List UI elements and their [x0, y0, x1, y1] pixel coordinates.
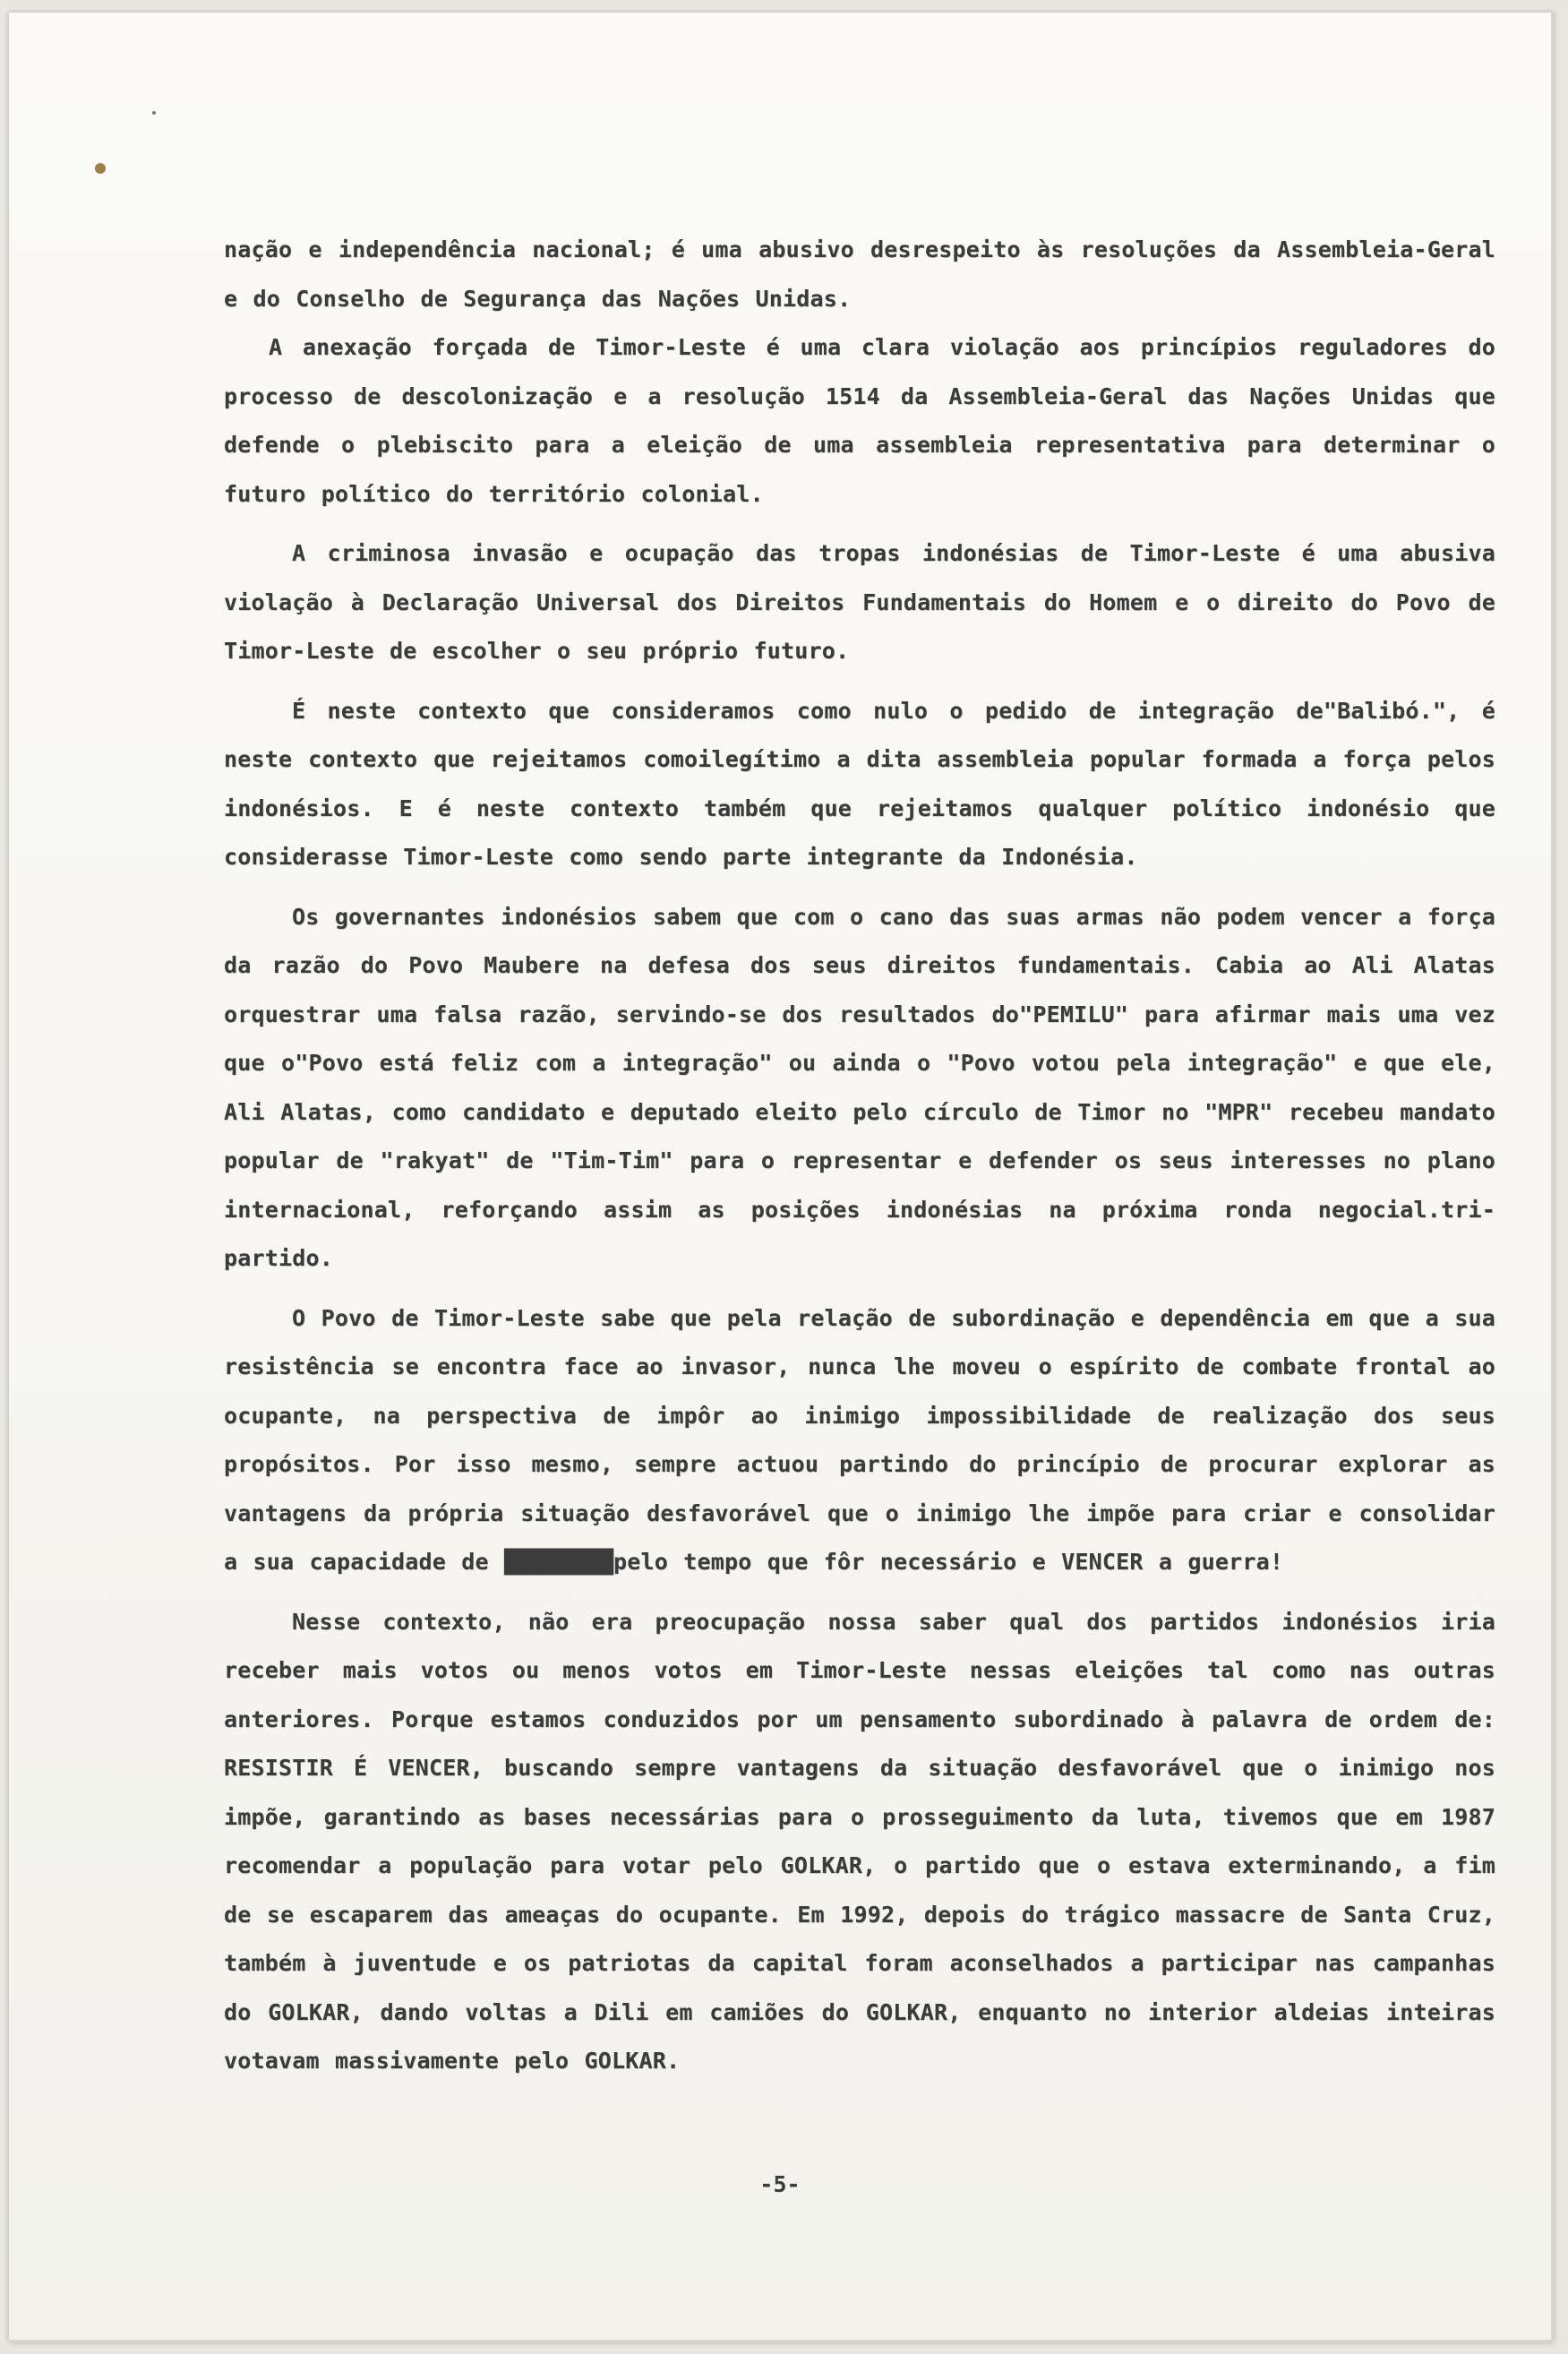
paragraph: A anexação forçada de Timor-Leste é uma clara violação aos princípios reguladores do processo de descolonização e a resolução 1514 da Assembleia-Geral das Nações Unidas que defende o plebiscito para a eleição de uma assembleia representativa para determinar o futuro político do território colonial. — [224, 334, 1495, 507]
paragraph: Os governantes indonésios sabem que com o cano das suas armas não podem vencer a força da razão do Povo Maubere na defesa dos seus direitos fundamentais. Cabia ao Ali Alatas orquestrar uma falsa razão, servindo-se dos resultados do"PEMILU" para afirmar mais uma vez que o"Povo está feliz com a integração" ou ainda o "Povo votou pela integração" e que ele, Ali Alatas, como candidato e deputado eleito pelo círculo de Timor no "MPR" recebeu mandato popular de "rakyat" de "Tim-Tim" para o representar e defender os seus interesses no plano internacional, reforçando assim as posições indonésias na próxima ronda negocial.tri-partido. — [224, 903, 1495, 1271]
paragraph: É neste contexto que consideramos como nulo o pedido de integração de"Balibó.", é neste contexto que rejeitamos comoilegítimo a dita assembleia popular formada a força pelos indonésios. E é neste contexto também que rejeitamos qualquer político indonésio que considerasse Timor-Leste como sendo parte integrante da Indonésia. — [224, 697, 1495, 870]
paragraph: O Povo de Timor-Leste sabe que pela relação de subordinação e dependência em que a sua resistência se encontra face ao invasor, nunca lhe moveu o espírito de combate frontal ao ocupante, na perspectiva de impôr ao inimigo impossibilidade de realização dos seus propósitos. Por isso mesmo, sempre actuou partindo do princípio de procurar explorar as vantagens da própria situação desfavorável que o inimigo lhe impõe para criar e consolidar a sua capacidade de ████████pelo tempo que fôr necessário e VENCER a guerra! — [224, 1304, 1495, 1575]
document-body — [224, 226, 1495, 2097]
paragraph: A criminosa invasão e ocupação das tropas indonésias de Timor-Leste é uma abusiva violação à Declaração Universal dos Direitos Fundamentais do Homem e o direito do Povo de Timor-Leste de escolher o seu próprio futuro. — [224, 540, 1495, 664]
ink-spot — [152, 111, 156, 115]
paragraph: nação e independência nacional; é uma abusivo desrespeito às resoluções da Assembleia-Geral e do Conselho de Segurança das Nações Unidas. — [224, 236, 1495, 312]
page-number: -5- — [759, 2171, 801, 2197]
document-page — [9, 13, 1554, 2342]
paragraph: Nesse contexto, não era preocupação nossa saber qual dos partidos indonésios iria receber mais votos ou menos votos em Timor-Leste nessas eleições tal como nas outras anteriores. Porque estamos conduzidos por um pensamento subordinado à palavra de ordem de: RESISTIR É VENCER, buscando sempre vantagens da situação desfavorável que o inimigo nos impõe, garantindo as bases necessárias para o prosseguimento da luta, tivemos que em 1987 recomendar a população para votar pelo GOLKAR, o partido que o estava exterminando, a fim de se escaparem das ameaças do ocupante. Em 1992, depois do trágico massacre de Santa Cruz, também à juventude e os patriotas da capital foram aconselhados a participar nas campanhas do GOLKAR, dando voltas a Dili em camiões do GOLKAR, enquanto no interior aldeias inteiras votavam massivamente pelo GOLKAR. — [224, 1608, 1495, 2074]
ink-spot — [95, 163, 106, 174]
